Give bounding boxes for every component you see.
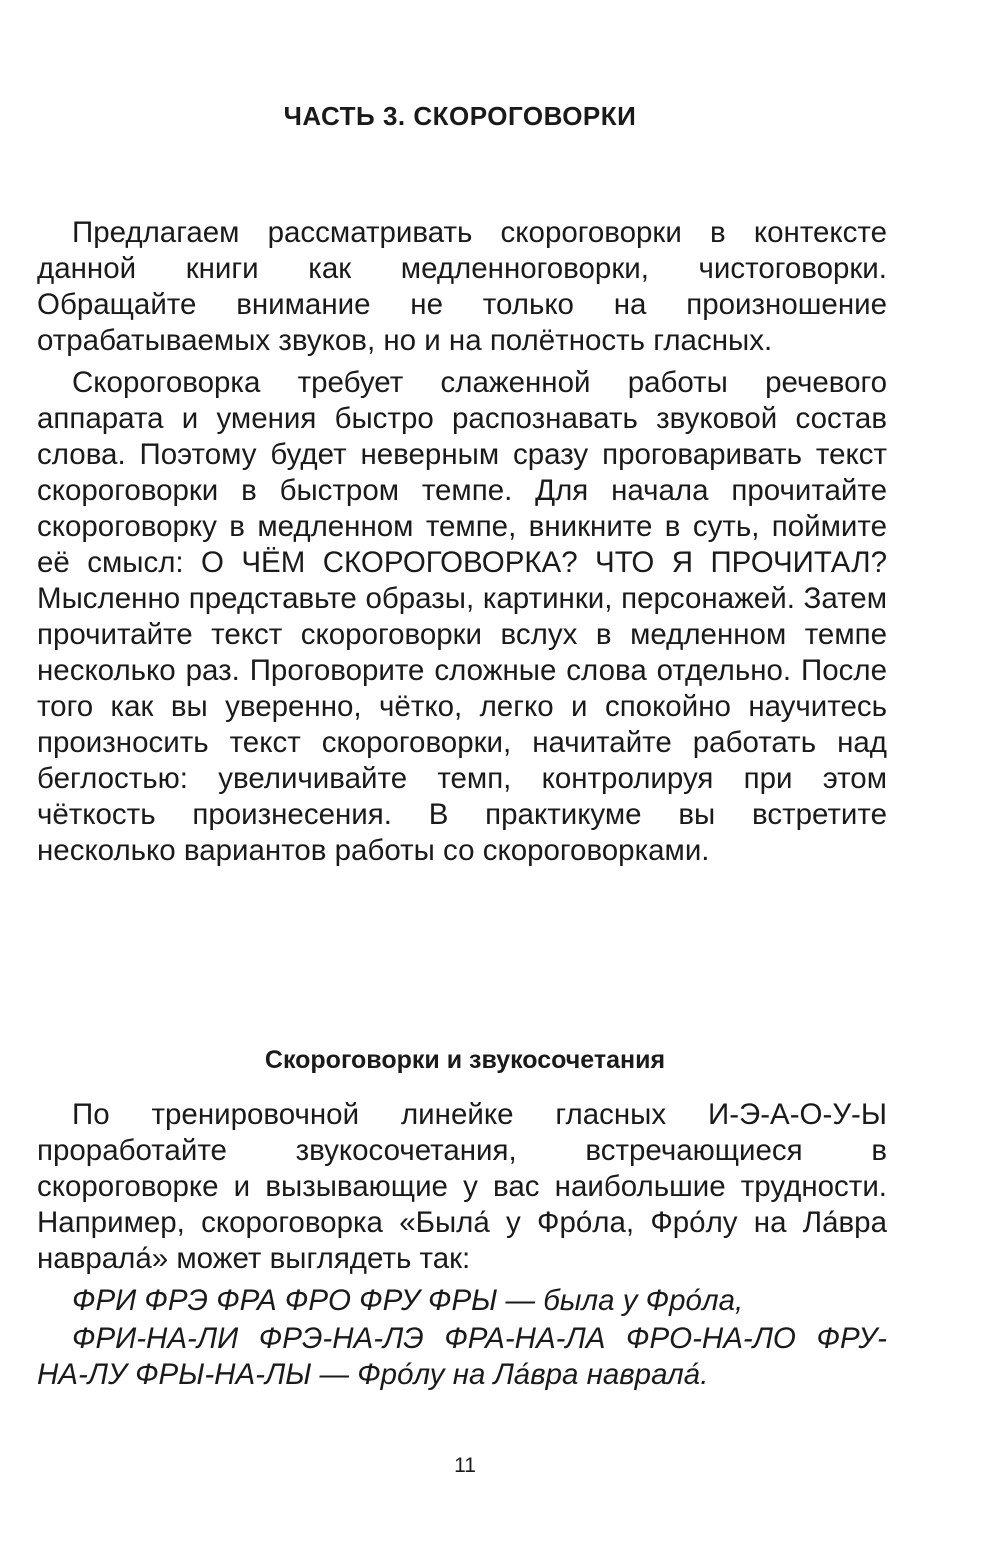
section-title: Скороговорки и звукосочетания xyxy=(264,1046,666,1074)
example-line: ФРИ ФРЭ ФРА ФРО ФРУ ФРЫ — была у Фро́ла, xyxy=(72,1284,744,1317)
example-line: ФРИ-НА-ЛИ ФРЭ-НА-ЛЭ ФРА-НА-ЛА ФРО-НА-ЛО ФРУ-НА-ЛУ ФРЫ-НА-ЛЫ — Фро́лу на Ла́вра наврала́. xyxy=(37,1322,887,1391)
practice-paragraph: По тренировочной линейке гласных И-Э-А-О-У-Ы проработайте звукосочетания, встречающиеся в скороговорке и вызывающие у вас наибольшие трудности. Например, скороговорка «Была́ у Фро́ла, Фро́лу на Ла́вра наврала́» может выглядеть так: xyxy=(37,1098,887,1275)
intro-paragraph: Скороговорка требует слаженной работы речевого аппарата и умения быстро распознавать звуковой состав слова. Поэтому будет неверным сразу проговаривать текст скороговорки в быстром темпе. Для начала прочитайте скороговорку в медленном темпе, вникните в суть, поймите её смысл: О ЧЁМ СКОРОГОВОРКА? ЧТО Я ПРОЧИТАЛ? Мысленно представьте образы, картинки, персонажей. Затем прочитайте текст скороговорки вслух в медленном темпе несколько раз. Проговорите сложные слова отдельно. После того как вы уверенно, чётко, легко и спокойно научитесь произносить текст скороговорки, начитайте работать над беглостью: увеличивайте темп, контролируя при этом чёткость произнесения. В практикуме вы встретите несколько вариантов работы со скороговорками. xyxy=(37,366,887,867)
practice-text xyxy=(37,1097,887,1393)
chapter-title: ЧАСТЬ 3. СКОРОГОВОРКИ xyxy=(283,101,637,131)
page-number: 11 xyxy=(454,1454,476,1477)
intro-text xyxy=(37,215,887,869)
intro-paragraph: Предлагаем рассматривать скороговорки в контексте данной книги как медленноговорки, чистоговорки. Обращайте внимание не только на произношение отрабатываемых звуков, но и на полётность гласных. xyxy=(37,216,887,357)
